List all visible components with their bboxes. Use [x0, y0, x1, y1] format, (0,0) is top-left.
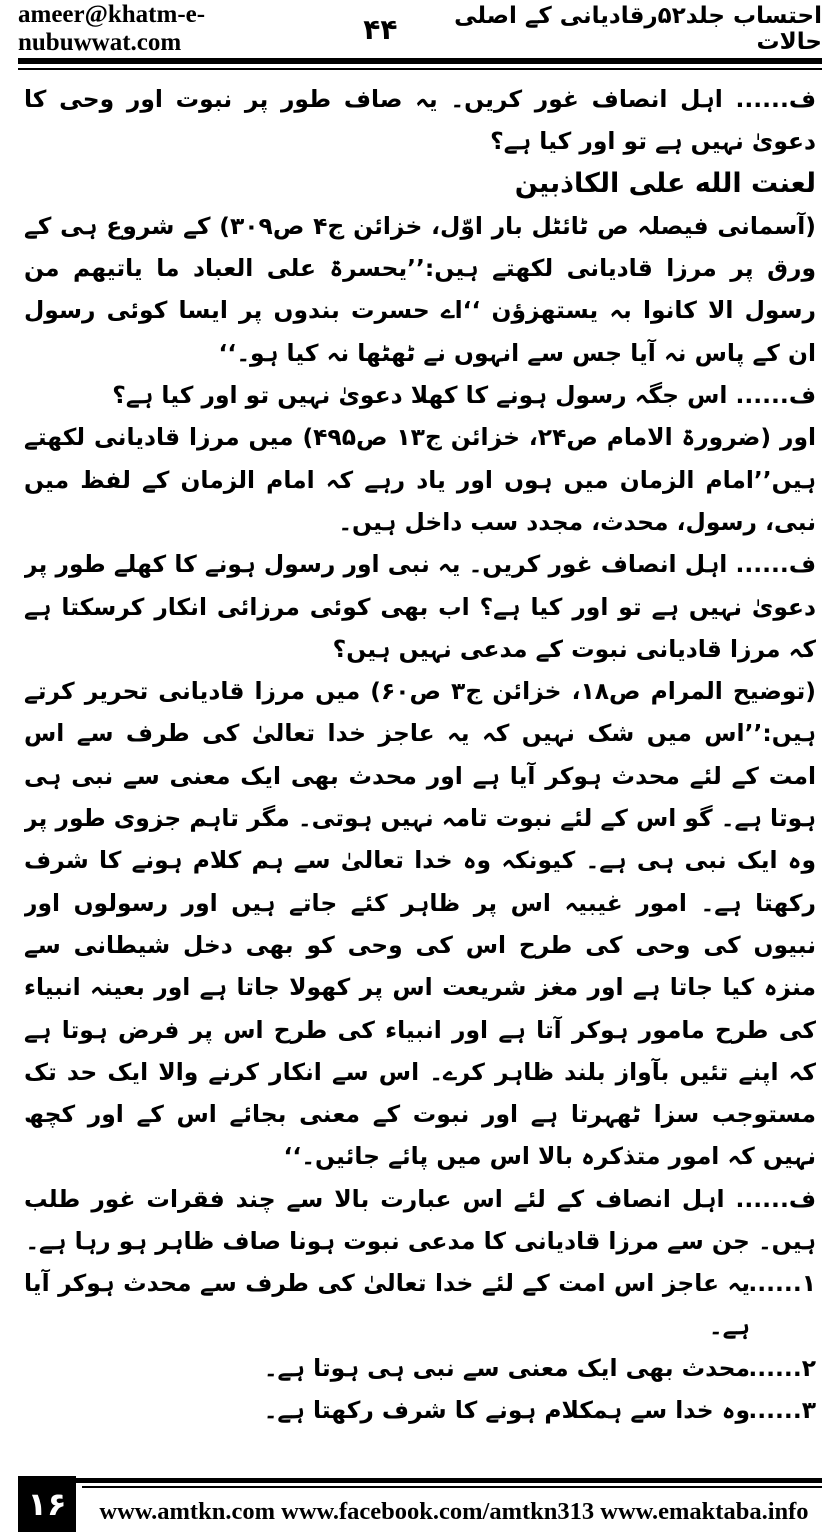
paragraph-1: ف...... اہل انصاف غور کریں۔ یہ صاف طور پر نبوت اور وحی کا دعویٰ نہیں ہے تو اور کیا ہے؟	[24, 85, 816, 156]
list-item-text: محدث بھی ایک معنی سے نبی ہی ہوتا ہے۔	[263, 1353, 750, 1382]
header-rule-thin	[18, 68, 822, 70]
footer-links: www.amtkn.com www.facebook.com/amtkn313 www.emaktaba.info	[99, 1498, 809, 1525]
points-list	[24, 1262, 816, 1431]
paragraph-4: ف...... اس جگہ رسول ہونے کا کھلا دعویٰ نہیں تو اور کیا ہے؟	[112, 381, 816, 410]
footer-rule-thick	[18, 1478, 822, 1483]
list-item	[24, 1347, 816, 1389]
paragraph-8: ف...... اہل انصاف کے لئے اس عبارت بالا سے چند فقرات غور طلب ہیں۔ جن سے مرزا قادیانی کا مدعی نبوت ہونا صاف ظاہر ہو رہا ہے۔	[24, 1184, 816, 1256]
footer-page-number: ۱۶	[18, 1476, 76, 1532]
paragraph-6: ف...... اہل انصاف غور کریں۔ یہ نبی اور رسول ہونے کا کھلے طور پر دعویٰ نہیں ہے تو اور کیا ہے؟ اب بھی کوئی مرزائی انکار کرسکتا ہے کہ مرزا قادیانی نبوت کے مدعی نہیں ہیں؟	[24, 550, 816, 663]
list-item-number: ۱......	[748, 1269, 816, 1298]
paragraph-5: اور (ضرورۃ الامام ص۲۴، خزائن ج۱۳ ص۴۹۵) میں مرزا قادیانی لکھتے ہیں’’امام الزمان میں ہوں اور یاد رہے کہ امام الزمان کے لفظ میں نبی، رسول، محدث، مجدد سب داخل ہیں۔	[24, 423, 816, 536]
header-email: ameer@khatm-e-nubuwwat.com	[18, 1, 206, 56]
header-left	[18, 1, 397, 57]
header-page-number: ۴۴	[363, 12, 398, 46]
header-title: احتساب جلد۵۲رقادیانی کے اصلی حالات	[454, 3, 822, 55]
page-header	[18, 1, 822, 56]
list-item-text: وہ خدا سے ہمکلام ہونے کا شرف رکھتا ہے۔	[263, 1396, 750, 1425]
paragraph-3: (آسمانی فیصلہ ص ٹائٹل بار اوّل، خزائن ج۴ ص۳۰۹) کے شروع ہی کے ورق پر مرزا قادیانی لکھتے ہیں:’’یحسرۃ علی العباد ما یاتیھم من رسول الا کانوا بہ یستھزؤن ‘‘اے حسرت بندوں پر ایسا کوئی رسول ان کے پاس نہ آیا جس سے انہوں نے ٹھٹھا نہ کیا ہو۔‘‘	[24, 211, 816, 367]
list-item-text: یہ عاجز اس امت کے لئے خدا تعالیٰ کی طرف سے محدث ہوکر آیا ہے۔	[24, 1269, 750, 1340]
header-rule-thick	[18, 58, 822, 64]
list-item-number: ۲......	[748, 1353, 816, 1382]
list-item	[24, 1262, 816, 1347]
footer-rule-thin	[82, 1486, 822, 1488]
list-item-number: ۳......	[748, 1396, 816, 1425]
paragraph-2-curse: لعنت الله علی الکاذبین	[514, 167, 816, 199]
list-item	[24, 1389, 816, 1431]
page-body	[24, 78, 816, 1458]
paragraph-7: (توضیح المرام ص۱۸، خزائن ج۳ ص۶۰) میں مرزا قادیانی تحریر کرتے ہیں:’’اس میں شک نہیں کہ یہ عاجز خدا تعالیٰ کی طرف سے اس امت کے لئے محدث ہوکر آیا ہے اور محدث بھی ایک معنی سے نبی ہی ہوتا ہے۔ گو اس کے لئے نبوت تامہ نہیں ہوتی۔ مگر تاہم جزوی طور پر وہ ایک نبی ہی ہے۔ کیونکہ وہ خدا تعالیٰ سے ہم کلام ہونے کا شرف رکھتا ہے۔ امور غیبیہ اس پر ظاہر کئے جاتے ہیں اور رسولوں اور نبیوں کی وحی کی طرح اس کی وحی کو بھی دخل شیطانی سے منزہ کیا جاتا ہے اور مغز شریعت اس پر کھولا جاتا ہے اور بعینہ انبیاء کی طرح مامور ہوکر آتا ہے اور انبیاء کی طرح اس پر فرض ہوتا ہے کہ اپنے تئیں بآواز بلند ظاہر کرے۔ اس سے انکار کرنے والا ایک حد تک مستوجب سزا ٹھہرتا ہے اور نبوت کے معنی بجائے اس کے اور کچھ نہیں کہ امور متذکرہ بالا اس میں پائے جائیں۔‘‘	[24, 677, 816, 1171]
